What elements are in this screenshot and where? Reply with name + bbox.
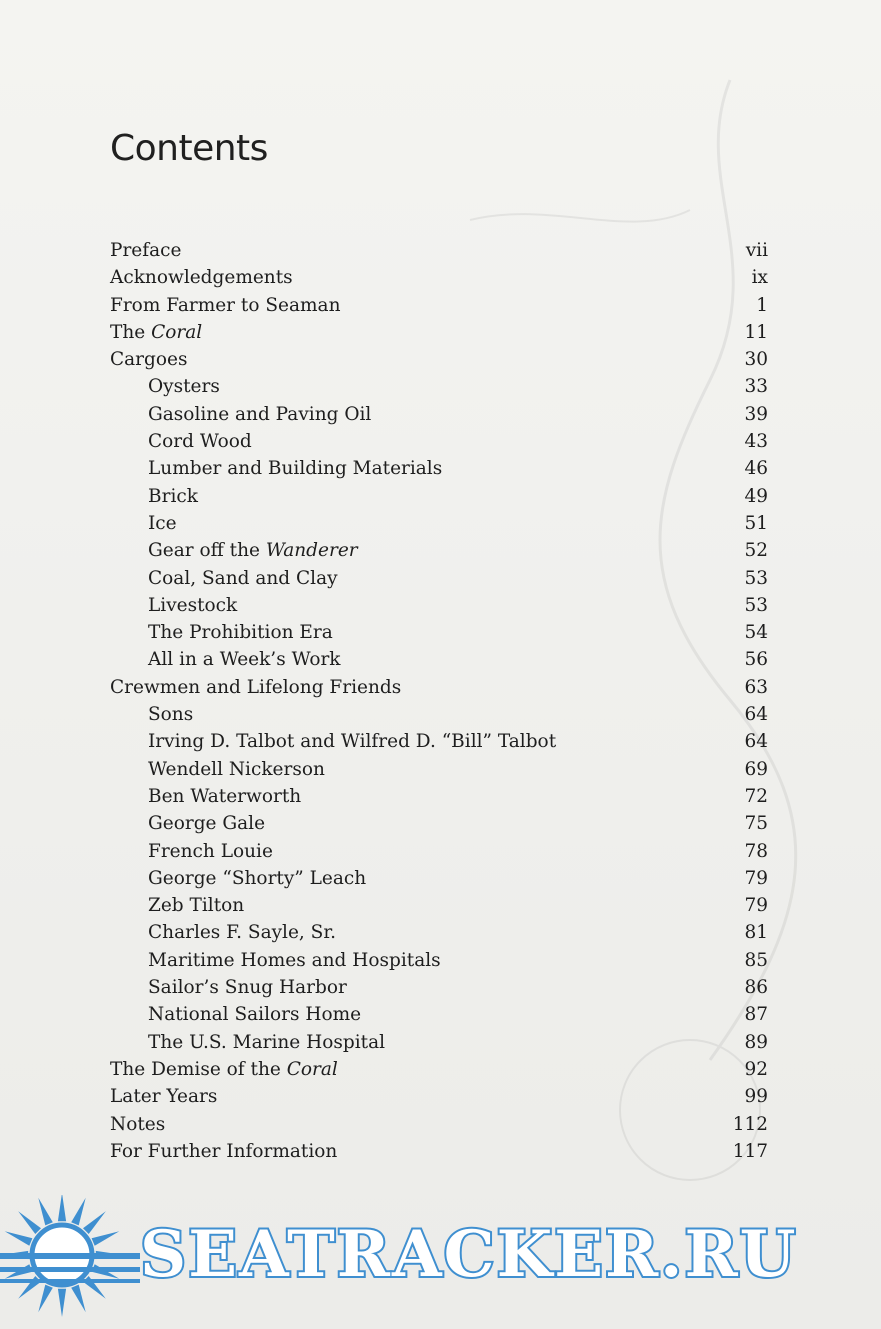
toc-entry-title: [110, 619, 333, 646]
toc-entry-title-text: Irving D. Talbot and Wilfred D. “Bill” Talbot: [148, 731, 557, 753]
toc-entry-title-text: Gasoline and Paving Oil: [148, 403, 372, 425]
toc-entry: [110, 701, 768, 728]
toc-entry-page-number: 78: [744, 840, 768, 862]
toc-entry-title-text: All in a Week’s Work: [148, 649, 341, 671]
toc-entry-title: [110, 646, 341, 673]
toc-entry-page-number: 92: [744, 1058, 768, 1080]
toc-entry-page-number: 72: [744, 785, 768, 807]
toc-entry: [110, 1083, 768, 1110]
toc-entry-title-text: Oysters: [148, 376, 220, 398]
toc-entry-page-number: 56: [744, 649, 768, 671]
toc-entry-page-number: 86: [744, 977, 768, 999]
toc-entry-page-number: 85: [744, 949, 768, 971]
toc-entry-title-text: From Farmer to Seaman: [110, 294, 341, 316]
toc-entry: [110, 565, 768, 592]
toc-entry-title-text: Acknowledgements: [110, 267, 293, 289]
toc-entry-page-number: 69: [744, 758, 768, 780]
toc-entry-title: [110, 674, 401, 701]
toc-entry-page-number: 112: [732, 1113, 768, 1135]
toc-entry-title-text: Gear off the: [148, 540, 266, 562]
toc-entry-title: [110, 1029, 385, 1056]
toc-entry: [110, 838, 768, 865]
sun-ray: [18, 1211, 41, 1234]
table-of-contents: [110, 237, 768, 1165]
toc-entry-title: [110, 1001, 361, 1028]
toc-entry-title: [110, 1056, 338, 1083]
toc-entry-title-text: Livestock: [148, 594, 238, 616]
sun-ray: [83, 1211, 106, 1234]
sun-ray: [92, 1231, 120, 1246]
toc-entry: [110, 1001, 768, 1028]
toc-entry-title: [110, 701, 193, 728]
toc-entry-title: [110, 783, 301, 810]
toc-entry-title-text: Notes: [110, 1113, 166, 1135]
toc-entry-title: [110, 565, 338, 592]
toc-entry-title: [110, 401, 371, 428]
toc-entry-title: [110, 428, 252, 455]
toc-entry: [110, 619, 768, 646]
toc-entry-title: [110, 1138, 337, 1165]
toc-entry: [110, 1029, 768, 1056]
toc-entry-title-text: French Louie: [148, 840, 273, 862]
toc-entry-page-number: 64: [744, 731, 768, 753]
toc-entry: [110, 483, 768, 510]
sun-ray: [58, 1195, 66, 1221]
toc-entry-page-number: vii: [745, 240, 768, 261]
toc-entry-title-text: Cargoes: [110, 349, 188, 371]
toc-entry-page-number: 39: [744, 403, 768, 425]
toc-entry: [110, 947, 768, 974]
toc-entry: [110, 292, 768, 319]
toc-entry: [110, 892, 768, 919]
toc-entry: [110, 674, 768, 701]
toc-entry: [110, 728, 768, 755]
sun-ray: [38, 1198, 53, 1226]
toc-entry: [110, 974, 768, 1001]
toc-entry: [110, 510, 768, 537]
toc-entry-title-text: Preface: [110, 240, 182, 261]
sun-icon: [0, 1195, 140, 1329]
toc-entry: [110, 810, 768, 837]
toc-entry-title: [110, 892, 244, 919]
toc-entry-title: [110, 838, 273, 865]
toc-entry-title-text: Maritime Homes and Hospitals: [148, 949, 441, 971]
toc-entry-title: [110, 455, 442, 482]
toc-entry-page-number: 87: [744, 1004, 768, 1026]
toc-entry-title: [110, 756, 325, 783]
toc-entry-title-text: Sailor’s Snug Harbor: [148, 977, 347, 999]
toc-entry-page-number: 64: [744, 704, 768, 726]
toc-entry-title: [110, 237, 181, 264]
toc-entry: [110, 865, 768, 892]
toc-entry-title-text: Lumber and Building Materials: [148, 458, 443, 480]
toc-entry-title-text: Ice: [148, 512, 177, 534]
toc-entry: [110, 592, 768, 619]
toc-entry-title: [110, 537, 358, 564]
toc-entry-title-text: The Prohibition Era: [148, 622, 333, 644]
toc-entry-page-number: 49: [744, 485, 768, 507]
toc-entry: [110, 237, 768, 264]
sun-ray: [38, 1285, 53, 1313]
toc-entry-title: [110, 592, 237, 619]
toc-entry-title: [110, 264, 293, 291]
toc-entry: [110, 428, 768, 455]
toc-entry-page-number: 63: [744, 676, 768, 698]
page-title: Contents: [110, 128, 268, 169]
toc-entry: [110, 646, 768, 673]
toc-entry-title-text: For Further Information: [110, 1140, 338, 1162]
toc-entry: [110, 783, 768, 810]
toc-entry-title-text: George Gale: [148, 813, 266, 835]
toc-entry-title-text: Zeb Tilton: [148, 895, 245, 917]
toc-entry-page-number: 79: [744, 867, 768, 889]
toc-entry-title-text: Charles F. Sayle, Sr.: [148, 922, 337, 944]
toc-entry-title: [110, 292, 341, 319]
toc-entry-title-text: Ben Waterworth: [148, 785, 302, 807]
sun-ray: [71, 1198, 86, 1226]
toc-entry-page-number: 11: [744, 321, 768, 343]
toc-entry-page-number: 33: [744, 376, 768, 398]
toc-entry-title-text: The Demise of the: [110, 1058, 287, 1080]
toc-entry-page-number: 30: [744, 349, 768, 371]
sun-ray: [58, 1289, 66, 1317]
toc-entry-title: [110, 947, 441, 974]
toc-entry: [110, 346, 768, 373]
toc-entry-page-number: 52: [744, 540, 768, 562]
toc-entry-page-number: 1: [756, 294, 768, 316]
toc-entry: [110, 1111, 768, 1138]
toc-entry-page-number: 51: [744, 512, 768, 534]
toc-entry-title: [110, 1111, 165, 1138]
toc-entry-title-italic: Coral: [286, 1058, 338, 1080]
toc-entry-title: [110, 373, 220, 400]
toc-entry-page-number: 99: [744, 1086, 768, 1108]
toc-entry-title-italic: Coral: [151, 321, 203, 343]
toc-entry-title-text: Later Years: [110, 1086, 218, 1108]
toc-entry-title: [110, 346, 187, 373]
toc-entry-page-number: 79: [744, 895, 768, 917]
toc-entry: [110, 373, 768, 400]
toc-entry-title: [110, 810, 265, 837]
toc-entry: [110, 1056, 768, 1083]
toc-entry-title-text: National Sailors Home: [148, 1004, 362, 1026]
toc-entry-page-number: 53: [744, 567, 768, 589]
watermark-text: SEATRACKER.RU: [140, 1217, 798, 1292]
toc-entry-title: [110, 919, 336, 946]
toc-entry-title-text: Sons: [148, 704, 194, 726]
sun-ray: [5, 1231, 33, 1246]
toc-entry-title-italic: Wanderer: [265, 540, 358, 562]
toc-entry-title-text: Wendell Nickerson: [148, 758, 325, 780]
toc-entry-title-text: The: [110, 321, 152, 343]
toc-entry-page-number: ix: [751, 267, 768, 289]
toc-entry: [110, 1138, 768, 1165]
toc-entry-title-text: Brick: [148, 485, 198, 507]
toc-entry: [110, 319, 768, 346]
toc-entry-title-text: Coal, Sand and Clay: [148, 567, 338, 589]
toc-entry-page-number: 75: [744, 813, 768, 835]
toc-entry-title-text: The U.S. Marine Hospital: [148, 1031, 386, 1053]
toc-entry-page-number: 46: [744, 458, 768, 480]
toc-entry: [110, 401, 768, 428]
toc-entry-title: [110, 974, 347, 1001]
toc-entry: [110, 756, 768, 783]
toc-entry-title-text: Crewmen and Lifelong Friends: [110, 676, 402, 698]
toc-entry-title-text: Cord Wood: [148, 431, 252, 453]
toc-entry: [110, 919, 768, 946]
toc-entry-page-number: 117: [732, 1140, 768, 1162]
toc-entry-title: [110, 865, 366, 892]
sun-ray: [71, 1285, 86, 1313]
toc-entry-page-number: 89: [744, 1031, 768, 1053]
toc-entry-page-number: 81: [744, 922, 768, 944]
toc-entry: [110, 455, 768, 482]
toc-entry-title-text: George “Shorty” Leach: [148, 867, 367, 889]
watermark: [0, 1195, 881, 1329]
toc-entry: [110, 537, 768, 564]
toc-entry-title: [110, 728, 556, 755]
toc-entry-title: [110, 319, 202, 346]
toc-entry-title: [110, 1083, 217, 1110]
toc-entry-title: [110, 510, 177, 537]
toc-entry-page-number: 43: [744, 431, 768, 453]
toc-entry-page-number: 54: [744, 622, 768, 644]
toc-entry: [110, 264, 768, 291]
toc-entry-title: [110, 483, 198, 510]
toc-entry-page-number: 53: [744, 594, 768, 616]
